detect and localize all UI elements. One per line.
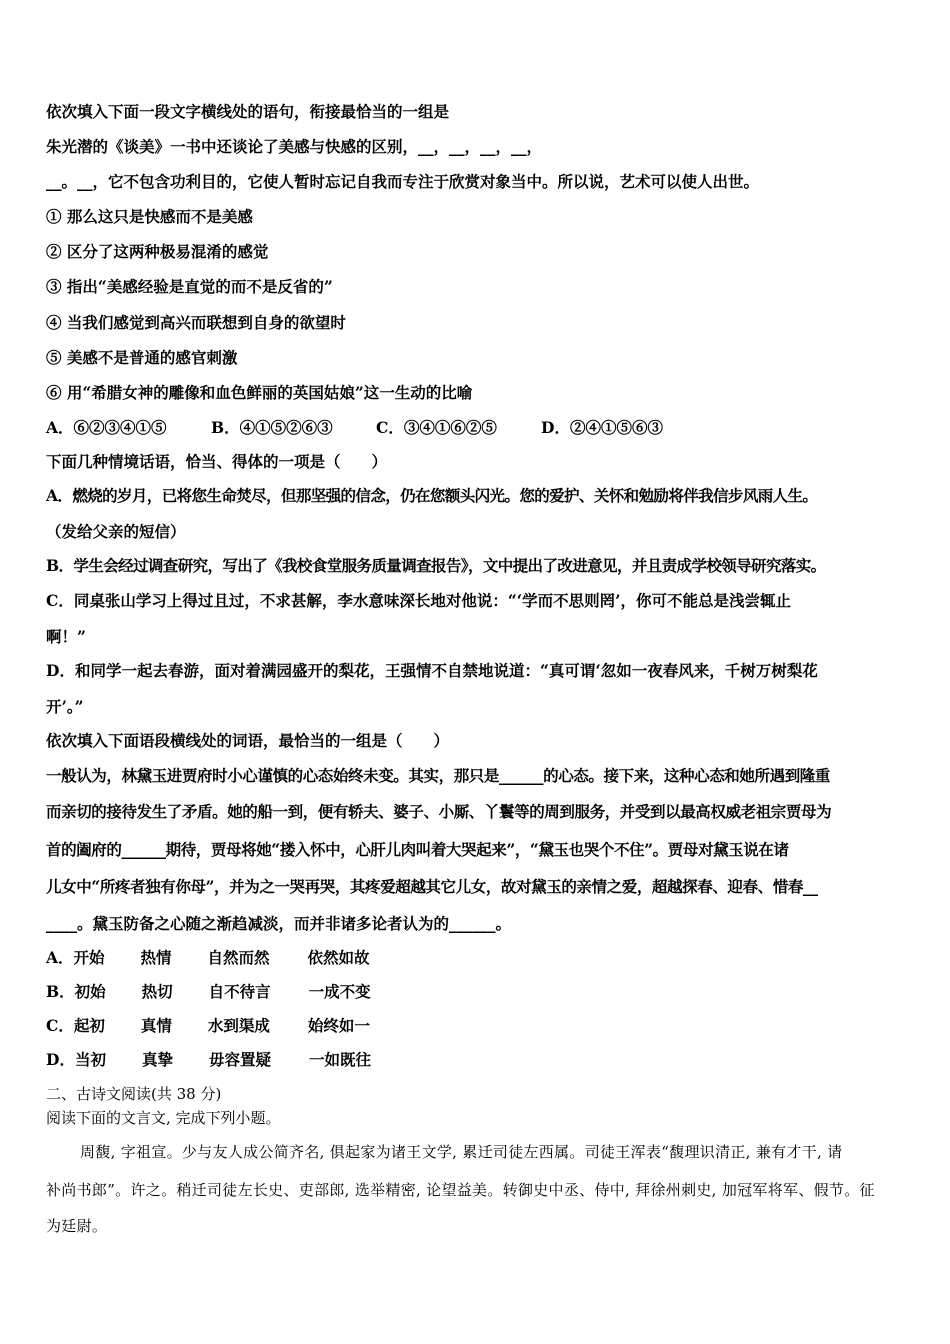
q2-option-a-line-1[interactable]: A．燃烧的岁月，已将您生命焚尽，但那坚强的信念，仍在您额头闪光。您的爱护、关怀和勉励将伴我信步风雨人生。 [46, 486, 818, 505]
q1-options [46, 418, 663, 438]
q2-option-d-line-2: 开’。” [46, 697, 84, 716]
option-word-4: 一成不变 [308, 982, 371, 1001]
option-word-2: 真情 [140, 1016, 172, 1035]
classical-text-line-1: 周馥, 字祖宣。少与友人成公简齐名, 俱起家为诸王文学, 累迁司徒左西属。司徒王浑表“馥理识清正, 兼有才干, 请 [80, 1143, 843, 1161]
q1-item-1: ① 那么这只是快感而不是美感 [46, 207, 253, 226]
option-word-1: 开始 [73, 948, 105, 967]
option-word-1: 初始 [74, 982, 106, 1001]
option-word-3: 自不待言 [208, 982, 271, 1001]
option-word-2: 热切 [141, 982, 173, 1001]
q2-stem: 下面几种情境话语，恰当、得体的一项是（ ） [46, 452, 388, 471]
option-label: A． [46, 948, 74, 967]
q1-item-6: ⑥ 用“希腊女神的雕像和血色鲜丽的英国姑娘”这一生动的比喻 [46, 383, 473, 402]
q3-passage-line-3: 首的阖府的______期待，贾母将她“搂入怀中，心肝儿肉叫着大哭起来”，“黛玉也哭个不住”。贾母对黛玉说在诸 [46, 840, 789, 859]
q3-passage-line-1: 一般认为，林黛玉进贾府时小心谨慎的心态始终未变。其实，那只是______的心态。接下来，这种心态和她所遇到隆重 [46, 766, 831, 785]
q1-option-c[interactable]: C．③④①⑥②⑤ [376, 418, 497, 437]
classical-text-line-2: 补尚书郎”。许之。稍迁司徒左长史、吏部郎, 选举精密, 论望益美。转御史中丞、侍中, 拜徐州刺史, 加冠军将军、假节。征 [46, 1181, 875, 1199]
option-word-4: 一如既往 [308, 1050, 371, 1069]
q3-option-c[interactable] [46, 1016, 370, 1036]
q1-text-line-2: __。__，它不包含功利目的，它使人暂时忘记自我而专注于欣赏对象当中。所以说，艺术可以使人出世。 [46, 172, 760, 191]
q2-option-c-line-1[interactable]: C．同桌张山学习上得过且过，不求甚解，李水意味深长地对他说：“‘学而不思则罔’，你可不能总是浅尝辄止 [46, 591, 792, 610]
option-label: D． [46, 1050, 75, 1069]
option-word-1: 当初 [74, 1050, 106, 1069]
q3-option-b[interactable] [46, 982, 371, 1002]
q1-item-2: ② 区分了这两种极易混淆的感觉 [46, 242, 269, 261]
q1-stem: 依次填入下面一段文字横线处的语句，衔接最恰当的一组是 [46, 102, 450, 121]
q1-option-b[interactable]: B．④①⑤②⑥③ [211, 418, 333, 437]
q3-passage-line-4: 儿女中“所疼者独有你母”，并为之一哭再哭，其疼爱超越其它儿女，故对黛玉的亲情之爱，超越探春、迎春、惜春__ [46, 877, 818, 896]
q1-option-a[interactable]: A．⑥②③④①⑤ [46, 418, 167, 437]
option-label: B． [46, 982, 75, 1001]
q3-stem: 依次填入下面语段横线处的词语，最恰当的一组是（ ） [46, 731, 450, 750]
option-word-4: 依然如故 [307, 948, 370, 967]
q3-option-d[interactable] [46, 1050, 371, 1070]
option-word-2: 真挚 [141, 1050, 173, 1069]
option-word-3: 水到渠成 [207, 1016, 270, 1035]
q1-option-d[interactable]: D．②④①⑤⑥③ [541, 418, 663, 437]
q2-option-c-line-2: 啊！” [46, 627, 86, 646]
option-word-2: 热情 [140, 948, 172, 967]
q3-option-a[interactable] [46, 948, 370, 968]
option-word-4: 始终如一 [307, 1016, 370, 1035]
q3-passage-line-5: ____。黛玉防备之心随之渐趋减淡，而并非诸多论者认为的______。 [46, 914, 512, 933]
q1-text-line-1: 朱光潜的《谈美》一书中还谈论了美感与快感的区别，__，__，__，__， [46, 137, 543, 156]
q3-passage-line-2: 而亲切的接待发生了矛盾。她的船一到，便有轿夫、婆子、小厮、丫鬟等的周到服务，并受到以最高权威老祖宗贾母为 [46, 802, 832, 821]
option-label: C． [46, 1016, 74, 1035]
q1-item-3: ③ 指出“美感经验是直觉的而不是反省的” [46, 277, 333, 296]
section-heading: 二、古诗文阅读(共 38 分) [46, 1085, 222, 1103]
q2-option-d-line-1[interactable]: D．和同学一起去春游，面对着满园盛开的梨花，王强情不自禁地说道：“真可谓‘忽如一夜春风来，千树万树梨花 [46, 661, 818, 680]
section-instruction: 阅读下面的文言文, 完成下列小题。 [46, 1109, 281, 1127]
q2-option-b[interactable]: B．学生会经过调查研究，写出了《我校食堂服务质量调查报告》，文中提出了改进意见，并且责成学校领导研究落实。 [46, 556, 826, 575]
option-word-3: 自然而然 [207, 948, 270, 967]
option-word-1: 起初 [73, 1016, 105, 1035]
option-word-3: 毋容置疑 [208, 1050, 271, 1069]
classical-text-line-3: 为廷尉。 [46, 1217, 108, 1235]
q1-item-5: ⑤ 美感不是普通的感官刺激 [46, 348, 238, 367]
q2-option-a-line-2: （发给父亲的短信） [46, 522, 186, 541]
q1-item-4: ④ 当我们感觉到高兴而联想到自身的欲望时 [46, 313, 346, 332]
